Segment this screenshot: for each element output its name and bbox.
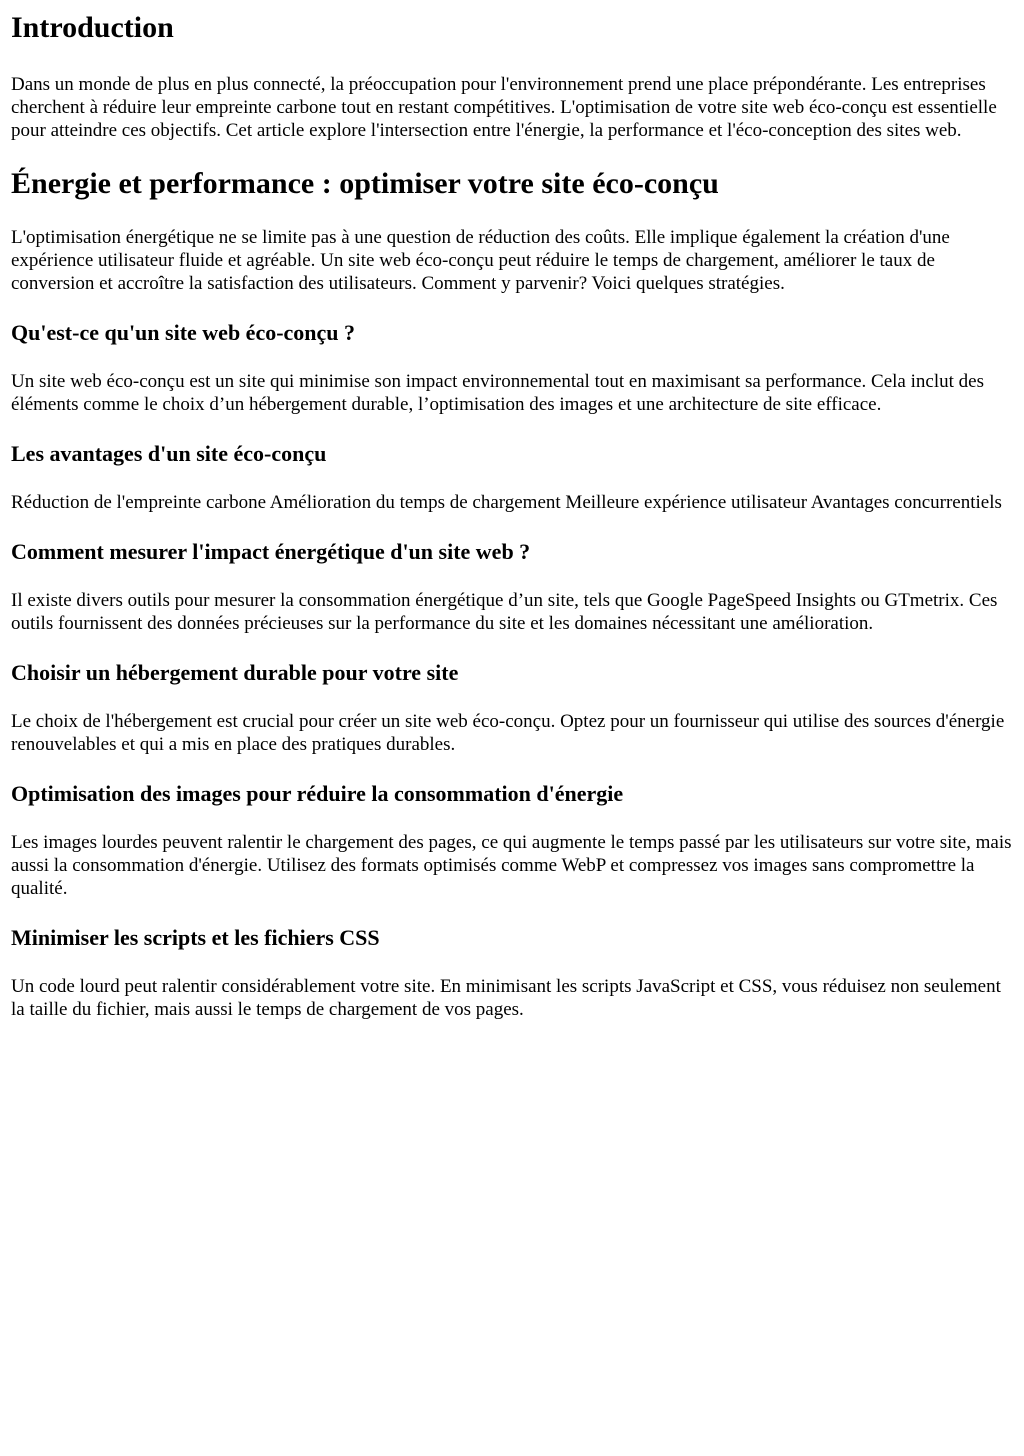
section-heading-energy-performance: Énergie et performance : optimiser votre site éco-conçu	[11, 167, 719, 200]
subsection-paragraph-measure: Il existe divers outils pour mesurer la consommation énergétique d’un site, tels que Google PageSpeed Insights ou GTmetrix. Ces outils fournissent des données précieuses sur la performance du site et les domaines nécessitant une amélioration.	[11, 590, 998, 634]
subsection-heading-images: Optimisation des images pour réduire la consommation d'énergie	[11, 781, 624, 806]
subsection-paragraph-images: Les images lourdes peuvent ralentir le chargement des pages, ce qui augmente le temps passé par les utilisateurs sur votre site, mais aussi la consommation d'énergie. Utilisez des formats optimisés comme WebP et compressez vos images sans compromettre la qualité.	[11, 832, 1012, 899]
subsection-paragraph-advantages: Réduction de l'empreinte carbone Amélioration du temps de chargement Meilleure expérience utilisateur Avantages concurrentiels	[11, 492, 1002, 513]
section-paragraph-introduction: Dans un monde de plus en plus connecté, la préoccupation pour l'environnement prend une place prépondérante. Les entreprises cherchent à réduire leur empreinte carbone tout en restant compétitives. L'optimisation de votre site web éco-conçu est essentielle pour atteindre ces objectifs. Cet article explore l'intersection entre l'énergie, la performance et l'éco-conception des sites web.	[11, 74, 997, 141]
subsection-heading-advantages: Les avantages d'un site éco-conçu	[11, 441, 327, 466]
subsection-heading-scripts: Minimiser les scripts et les fichiers CSS	[11, 925, 380, 950]
section-paragraph-energy-performance: L'optimisation énergétique ne se limite pas à une question de réduction des coûts. Elle implique également la création d'une expérience utilisateur fluide et agréable. Un site web éco-conçu peut réduire le temps de chargement, améliorer le taux de conversion et accroître la satisfaction des utilisateurs. Comment y parvenir? Voici quelques stratégies.	[11, 227, 950, 294]
subsection-heading-hosting: Choisir un hébergement durable pour votre site	[11, 660, 459, 685]
subsection-heading-what-is: Qu'est-ce qu'un site web éco-conçu ?	[11, 320, 356, 345]
section-heading-introduction: Introduction	[11, 11, 174, 44]
subsection-paragraph-what-is: Un site web éco-conçu est un site qui minimise son impact environnemental tout en maximisant sa performance. Cela inclut des éléments comme le choix d’un hébergement durable, l’optimisation des images et une architecture de site efficace.	[11, 371, 984, 415]
article	[0, 10, 1024, 1021]
subsection-heading-measure: Comment mesurer l'impact énergétique d'un site web ?	[11, 539, 531, 564]
subsection-paragraph-hosting: Le choix de l'hébergement est crucial pour créer un site web éco-conçu. Optez pour un fournisseur qui utilise des sources d'énergie renouvelables et qui a mis en place des pratiques durables.	[11, 711, 1005, 755]
subsection-paragraph-scripts: Un code lourd peut ralentir considérablement votre site. En minimisant les scripts JavaScript et CSS, vous réduisez non seulement la taille du fichier, mais aussi le temps de chargement de vos pages.	[11, 976, 1001, 1020]
